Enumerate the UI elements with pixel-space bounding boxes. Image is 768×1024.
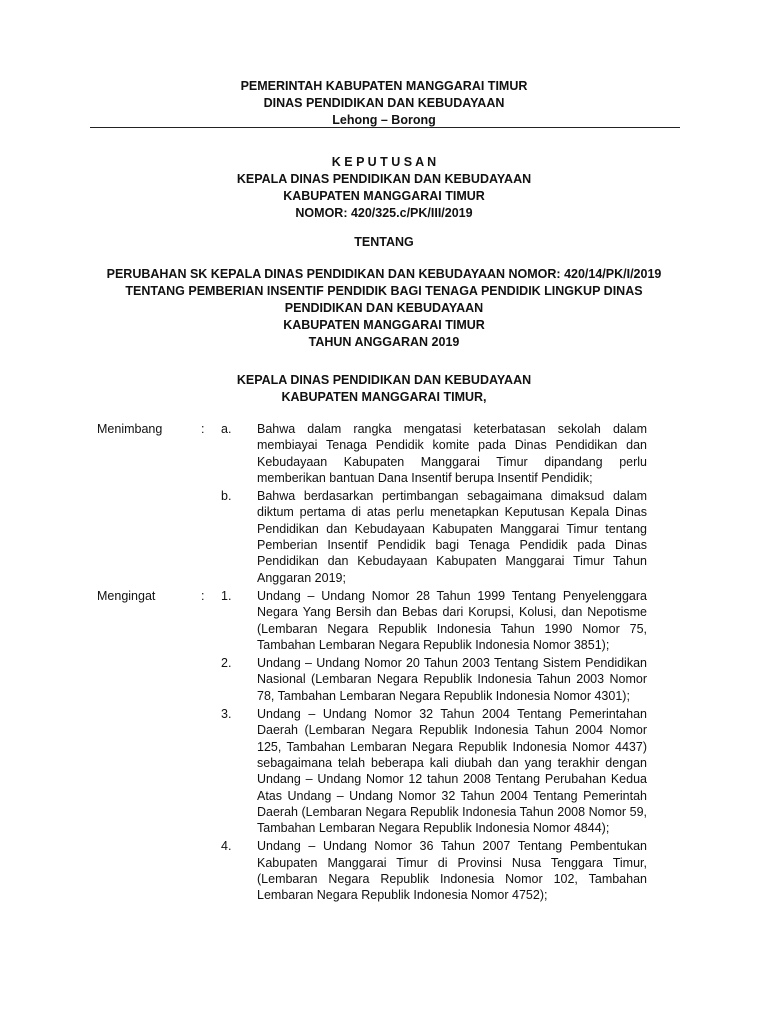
- issuer-title: KEPALA DINAS PENDIDIKAN DAN KEBUDAYAAN: [236, 373, 532, 387]
- menimbang-list: [221, 421, 647, 586]
- section-colon: :: [201, 588, 205, 603]
- mengingat-section: [97, 588, 647, 904]
- section-label: Menimbang: [97, 422, 163, 436]
- issuer-region: KABUPATEN MANGGARAI TIMUR,: [281, 390, 487, 404]
- item-text: Undang – Undang Nomor 20 Tahun 2003 Tentang Sistem Pendidikan Nasional (Lembaran Negara Republik Indonesia Tahun 2003 Nomor 78, Tambahan Lembaran Negara Republik Indonesia Nomor 4301);: [257, 656, 647, 703]
- decree-issuer: KEPALA DINAS PENDIDIKAN DAN KEBUDAYAAN: [236, 172, 532, 186]
- list-item: [221, 588, 647, 653]
- issuer-block: [0, 372, 768, 406]
- letterhead-divider: [90, 127, 680, 128]
- menimbang-section: [97, 421, 647, 586]
- decree-title: K E P U T U S A N: [331, 155, 437, 169]
- decree-subject-line: TAHUN ANGGARAN 2019: [308, 335, 460, 349]
- item-text: Undang – Undang Nomor 28 Tahun 1999 Tentang Penyelenggara Negara Yang Bersih dan Bebas dari Korupsi, Kolusi, dan Nepotisme (Lembaran Negara Republik Indonesia Tahun 1990 Nomor 75, Tambahan Lembaran Negara Republik Indonesia Nomor 3851);: [257, 588, 647, 652]
- item-marker: a.: [221, 422, 232, 436]
- list-item: [221, 838, 647, 903]
- decree-subject-line: PENDIDIKAN DAN KEBUDAYAAN: [284, 301, 484, 315]
- item-marker: 3.: [221, 707, 232, 722]
- letterhead-government: PEMERINTAH KABUPATEN MANGGARAI TIMUR: [240, 79, 528, 93]
- item-marker: b.: [221, 489, 232, 504]
- list-item: [221, 421, 647, 486]
- list-item: [221, 706, 647, 836]
- item-text: Undang – Undang Nomor 36 Tahun 2007 Tentang Pembentukan Kabupaten Manggarai Timur di Provinsi Nusa Tenggara Timur, (Lembaran Negara Republik Indonesia Nomor 102, Tambahan Lembaran Negara Republik Indonesia Nomor 4752);: [257, 839, 647, 903]
- section-label: Mengingat: [97, 588, 156, 603]
- about-heading: TENTANG: [354, 235, 414, 249]
- mengingat-list: [221, 588, 647, 904]
- list-item: [221, 655, 647, 704]
- item-text: Bahwa dalam rangka mengatasi keterbatasan sekolah dalam membiayai Tenaga Pendidik komite pada Dinas Pendidikan dan Kebudayaan Kabupaten Manggarai Timur dipandang perlu memberikan bantuan Dana Insentif berupa Insentif Pendidik;: [257, 422, 647, 485]
- decree-subject-line: TENTANG PEMBERIAN INSENTIF PENDIDIK BAGI TENAGA PENDIDIK LINGKUP DINAS: [125, 284, 643, 298]
- letterhead-address: Lehong – Borong: [332, 113, 436, 127]
- decree-region: KABUPATEN MANGGARAI TIMUR: [283, 189, 485, 203]
- item-marker: 1.: [221, 588, 232, 603]
- decree-subject-line: PERUBAHAN SK KEPALA DINAS PENDIDIKAN DAN KEBUDAYAAN NOMOR: 420/14/PK/I/2019: [106, 267, 662, 281]
- decree-number: NOMOR: 420/325.c/PK/III/2019: [295, 206, 473, 220]
- item-text: Undang – Undang Nomor 32 Tahun 2004 Tentang Pemerintahan Daerah (Lembaran Negara Republik Indonesia Tahun 2004 Nomor 125, Tambahan Lembaran Negara Republik Indonesia Nomor 4437) sebagaimana telah beberapa kali diubah dan yang terakhir dengan Undang – Undang Nomor 12 tahun 2008 Tentang Perubahan Kedua Atas Undang – Undang Nomor 32 Tahun 2004 Tentang Pemerintah Daerah (Lembaran Negara Republik Indonesia Tahun 2008 Nomor 59, Tambahan Lembaran Negara Republik Indonesia Nomor 4844);: [257, 707, 647, 836]
- item-marker: 4.: [221, 839, 232, 854]
- item-text: Bahwa berdasarkan pertimbangan sebagaimana dimaksud dalam diktum pertama di atas perlu menetapkan Keputusan Kepala Dinas Pendidikan dan Kebudayaan Kabupaten Manggarai Timur tentang Pemberian Insentif Pendidik bagi Tenaga Pendidik pada Dinas Pendidikan dan Kebudayaan Kabupaten Manggarai Timur Tahun Anggaran 2019;: [257, 489, 647, 585]
- decree-heading: [0, 154, 768, 222]
- decree-subject-line: KABUPATEN MANGGARAI TIMUR: [283, 318, 485, 332]
- decree-body: [97, 421, 647, 904]
- section-colon: :: [201, 422, 205, 436]
- list-item: [221, 488, 647, 586]
- item-marker: 2.: [221, 656, 232, 671]
- letterhead-department: DINAS PENDIDIKAN DAN KEBUDAYAAN: [263, 96, 505, 110]
- letterhead: [0, 78, 768, 129]
- decree-subject: [0, 266, 768, 351]
